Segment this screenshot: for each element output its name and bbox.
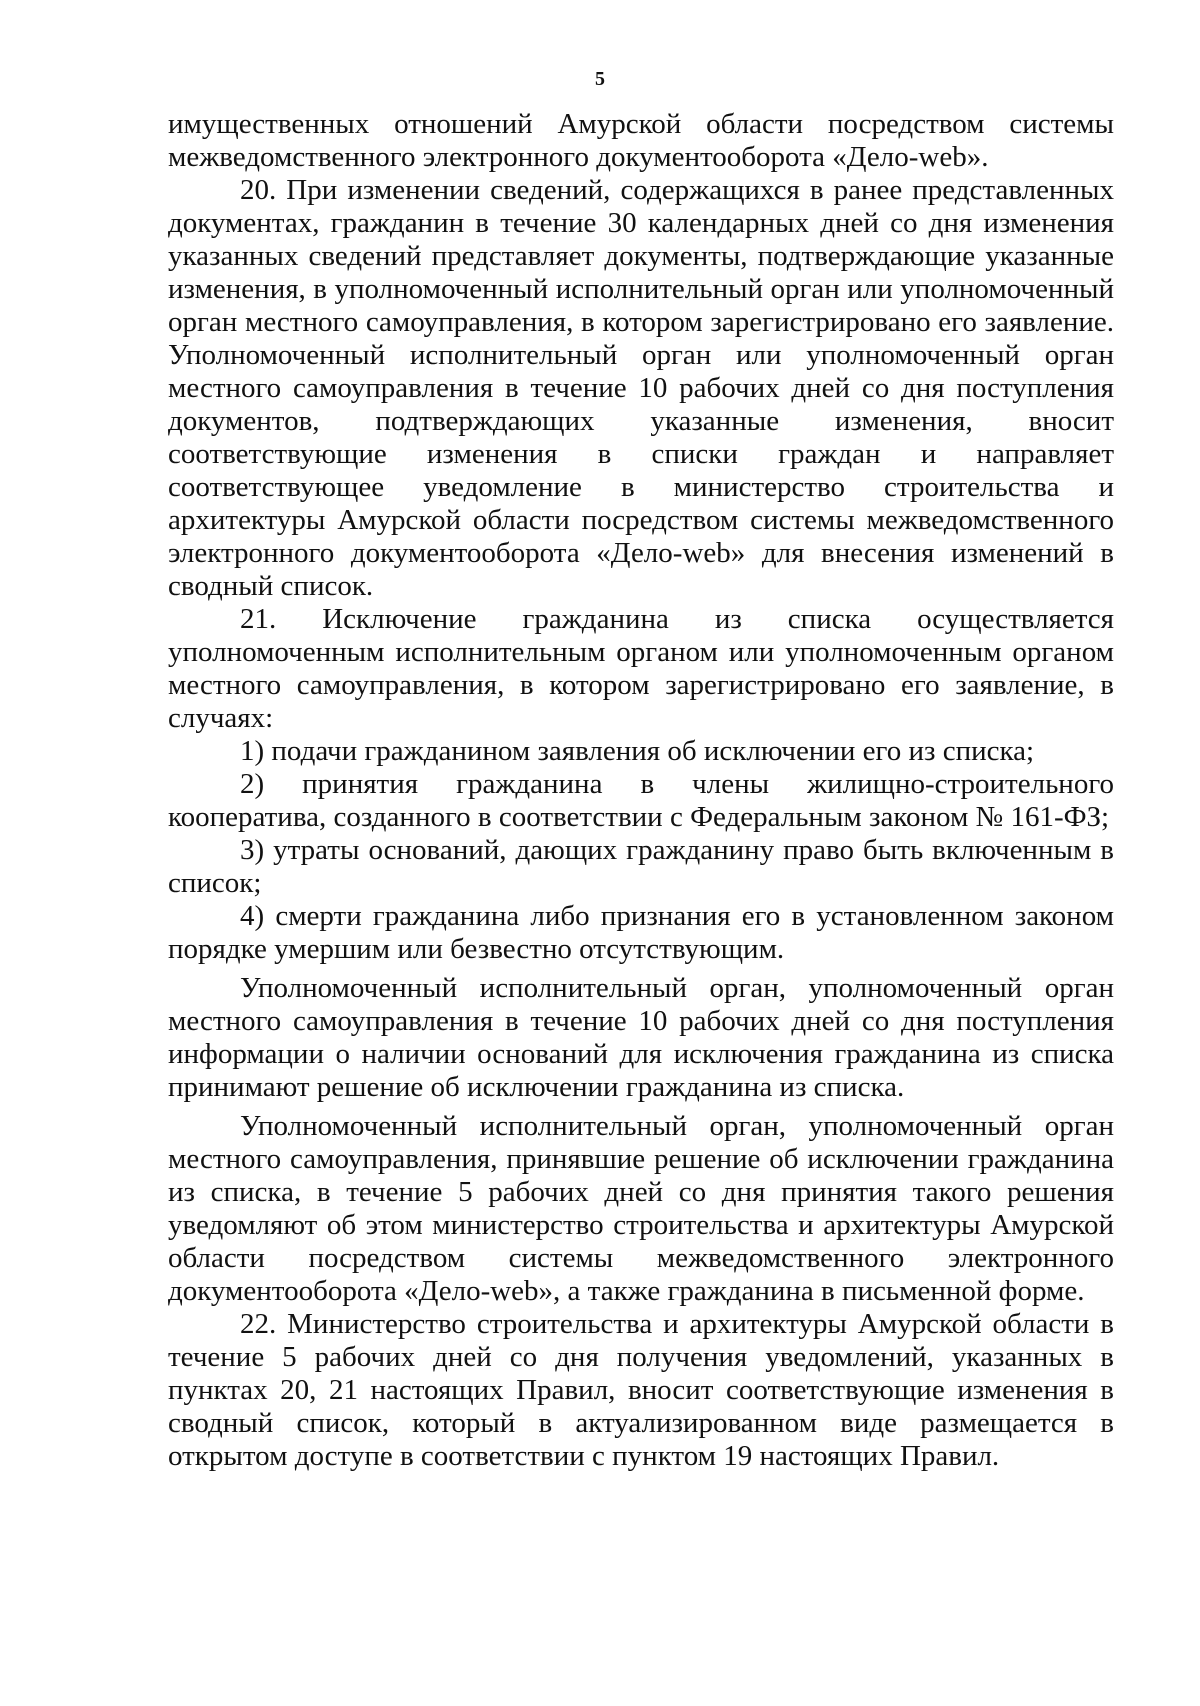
paragraph-continuation: имущественных отношений Амурской области посредством системы межведомственного электронного документооборота «Дело-web». [168, 108, 1114, 173]
paragraph-subitem-3: 3) утраты оснований, дающих гражданину право быть включенным в список; [168, 834, 1114, 899]
paragraph-item-22: 22. Министерство строительства и архитектуры Амурской области в течение 5 рабочих дней со дня получения уведомлений, указанных в пунктах 20, 21 настоящих Правил, вносит соответствующие изменения в сводный список, который в актуализированном виде размещается в открытом доступе в соответствии с пунктом 19 настоящих Правил. [168, 1308, 1114, 1472]
paragraph-notification: Уполномоченный исполнительный орган, уполномоченный орган местного самоуправления, принявшие решение об исключении гражданина из списка, в течение 5 рабочих дней со дня принятия такого решения уведомляют об этом министерство строительства и архитектуры Амурской области посредством системы межведомственного электронного документооборота «Дело-web», а также гражданина в письменной форме. [168, 1110, 1114, 1307]
paragraph-item-21: 21. Исключение гражданина из списка осуществляется уполномоченным исполнительным органом или уполномоченным органом местного самоуправления, в котором зарегистрировано его заявление, в случаях: [168, 603, 1114, 734]
paragraph-subitem-1: 1) подачи гражданином заявления об исключении его из списка; [240, 735, 1035, 767]
paragraph-subitem-2: 2) принятия гражданина в члены жилищно-строительного кооператива, созданного в соответствии с Федеральным законом № 161-ФЗ; [168, 768, 1114, 833]
paragraph-item-20: 20. При изменении сведений, содержащихся в ранее представленных документах, гражданин в течение 30 календарных дней со дня изменения указанных сведений представляет документы, подтверждающие указанные изменения, в уполномоченный исполнительный орган или уполномоченный орган местного самоуправления, в котором зарегистрировано его заявление. Уполномоченный исполнительный орган или уполномоченный орган местного самоуправления в течение 10 рабочих дней со дня поступления документов, подтверждающих указанные изменения, вносит соответствующие изменения в списки граждан и направляет соответствующее уведомление в министерство строительства и архитектуры Амурской области посредством системы межведомственного электронного документооборота «Дело-web» для внесения изменений в сводный список. [168, 174, 1114, 602]
document-body [168, 108, 1114, 1473]
paragraph-decision: Уполномоченный исполнительный орган, уполномоченный орган местного самоуправления в течение 10 рабочих дней со дня поступления информации о наличии оснований для исключения гражданина из списка принимают решение об исключении гражданина из списка. [168, 972, 1114, 1103]
paragraph-subitem-4: 4) смерти гражданина либо признания его в установленном законом порядке умершим или безвестно отсутствующим. [168, 900, 1114, 965]
page-number: 5 [595, 68, 605, 90]
